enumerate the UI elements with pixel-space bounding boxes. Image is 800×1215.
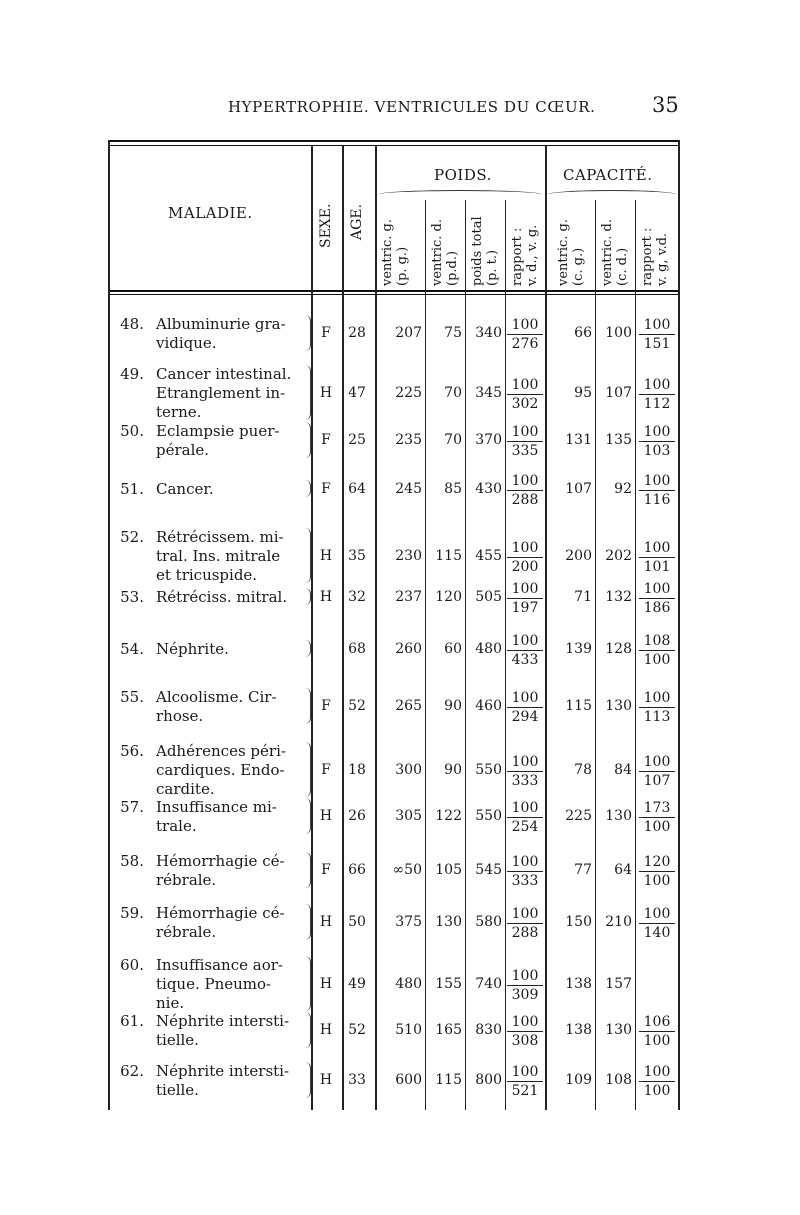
row-rapport-poids-denominator: 254 [511,819,539,835]
row-cg: 200 [565,547,592,564]
row-rapport-poids-denominator: 276 [511,336,539,352]
row-number: 61. [120,1012,144,1030]
row-cd: 92 [614,480,632,497]
row-pd: 115 [435,1072,462,1088]
capacite-brace [548,190,676,199]
poids-brace [378,190,542,199]
row-sexe: F [321,698,331,714]
row-rapport-poids-denominator: 197 [511,599,539,616]
row-pg: 230 [395,547,422,564]
row-rapport-poids [507,632,543,669]
row-age: 68 [348,640,366,657]
row-rapport-capacite-denominator: 113 [643,709,671,725]
row-pg: 260 [395,640,422,657]
table-row [108,852,680,890]
row-bracket [304,528,311,583]
row-cd: 135 [605,432,632,448]
row-pd: 70 [444,432,462,448]
row-maladie: Insuffisance mi- trale. [156,798,277,835]
row-pt: 480 [475,640,502,657]
table-row [108,315,680,353]
header-maladie: MALADIE. [168,204,253,222]
row-cd: 130 [605,808,632,824]
row-rapport-capacite-numerator: 100 [639,905,675,924]
row-cg: 139 [565,640,592,657]
row-pt: 580 [475,914,502,930]
row-maladie: Hémorrhagie cé- rébrale. [156,904,285,941]
row-rapport-poids-denominator: 294 [511,709,539,725]
row-rapport-capacite [639,853,675,890]
row-pg: ∞50 [392,862,422,878]
row-rapport-capacite [639,905,675,942]
table-row [108,956,680,1013]
row-rapport-capacite-denominator: 100 [643,1083,671,1099]
table-row [108,422,680,460]
row-rapport-capacite-numerator: 173 [639,799,675,818]
row-bracket [304,742,311,797]
row-cd: 128 [605,640,632,657]
row-pt: 430 [475,480,502,497]
row-rapport-poids [507,472,543,509]
row-rapport-capacite-denominator: 101 [643,558,671,575]
row-rapport-capacite-denominator: 100 [643,819,671,835]
row-rapport-capacite [639,423,675,460]
row-pt: 800 [475,1072,502,1088]
row-rapport-poids-numerator: 100 [507,472,543,491]
row-sexe: F [321,432,331,448]
row-age: 64 [348,480,366,497]
row-age: 32 [348,588,366,605]
row-number: 51. [120,480,144,498]
row-cg: 66 [574,325,592,341]
row-sexe: H [319,1022,333,1038]
row-pd: 90 [444,761,462,778]
row-number: 52. [120,528,144,546]
row-rapport-capacite-denominator: 103 [643,443,671,459]
row-rapport-capacite [639,472,675,509]
data-table [108,140,680,1120]
row-pd: 165 [435,1022,462,1038]
table-row [108,1012,680,1050]
row-pg: 600 [395,1072,422,1088]
row-number: 57. [120,798,144,816]
row-rapport-poids-denominator: 433 [511,651,539,668]
row-age: 35 [348,547,366,564]
row-rapport-poids-numerator: 100 [507,376,543,395]
header-poids-vd: ventric. d. (p.d.) [430,218,460,286]
row-bracket [304,315,311,351]
row-pd: 115 [435,547,462,564]
row-pg: 237 [395,588,422,605]
row-number: 49. [120,365,144,383]
row-number: 48. [120,315,144,333]
table-row [108,742,680,799]
row-pg: 510 [395,1022,422,1038]
row-age: 52 [348,1022,366,1038]
row-age: 26 [348,808,366,824]
table-row [108,365,680,422]
row-pd: 105 [435,862,462,878]
row-age: 47 [348,384,366,401]
row-rapport-capacite [639,1063,675,1100]
header-cap-vg: ventric. g. (c. g.) [556,218,586,286]
row-pd: 130 [435,914,462,930]
row-maladie: Hémorrhagie cé- rébrale. [156,852,285,889]
row-cg: 225 [565,808,592,824]
row-pt: 740 [475,975,502,992]
row-pg: 207 [395,325,422,341]
row-pt: 505 [475,588,502,605]
row-rapport-capacite [639,1013,675,1050]
row-pt: 455 [475,547,502,564]
row-pt: 550 [475,808,502,824]
row-rapport-capacite-numerator: 100 [639,539,675,558]
row-cd: 210 [605,914,632,930]
row-rapport-poids-numerator: 100 [507,423,543,442]
header-poids-rapport: rapport : v. d., v. g. [510,224,540,286]
row-rapport-poids-numerator: 100 [507,799,543,818]
row-rapport-poids [507,753,543,790]
row-rapport-poids-numerator: 100 [507,1063,543,1082]
row-age: 18 [348,761,366,778]
row-bracket [304,956,311,1011]
row-rapport-capacite-numerator: 120 [639,853,675,872]
header-poids: POIDS. [434,166,492,184]
row-rapport-capacite-numerator: 100 [639,689,675,708]
header-sexe: SEXE. [318,203,334,248]
row-rapport-capacite [639,316,675,353]
row-maladie: Néphrite. [156,640,229,658]
row-rapport-poids [507,905,543,942]
row-age: 25 [348,432,366,448]
row-maladie: Alcoolisme. Cir- rhose. [156,688,277,725]
row-rapport-capacite [639,753,675,790]
row-rapport-poids-numerator: 100 [507,539,543,558]
row-rapport-poids [507,799,543,836]
row-sexe: H [319,914,333,930]
row-age: 52 [348,698,366,714]
row-bracket [304,1062,311,1098]
row-number: 58. [120,852,144,870]
row-pd: 75 [444,325,462,341]
row-cg: 109 [565,1072,592,1088]
row-rapport-capacite [639,799,675,836]
row-number: 53. [120,588,144,606]
top-rule [108,140,680,142]
row-bracket [304,1012,311,1048]
row-rapport-poids-denominator: 308 [511,1033,539,1049]
row-maladie: Rétréciss. mitral. [156,588,288,606]
row-cd: 100 [605,325,632,341]
row-sexe: F [321,325,331,341]
table-row [108,688,680,726]
row-number: 59. [120,904,144,922]
row-rapport-capacite [639,376,675,413]
table-row [108,580,680,616]
row-pg: 265 [395,698,422,714]
row-rapport-poids-denominator: 333 [511,772,539,789]
row-pg: 245 [395,480,422,497]
row-rapport-capacite-denominator: 140 [643,925,671,941]
row-bracket [304,798,311,834]
row-pt: 370 [475,432,502,448]
table-row [108,528,680,585]
row-maladie: Insuffisance aor- tique. Pneumo- nie. [156,956,283,1012]
row-rapport-poids [507,376,543,413]
table-row [108,632,680,668]
row-age: 28 [348,325,366,341]
row-cg: 138 [565,1022,592,1038]
header-poids-vg: ventric. g. (p. g.) [380,218,410,286]
page-number: 35 [652,93,679,117]
row-cd: 108 [605,1072,632,1088]
row-rapport-capacite-denominator: 116 [643,491,671,508]
row-maladie: Cancer. [156,480,214,498]
row-bracket [304,904,311,940]
row-number: 54. [120,640,144,658]
row-rapport-poids [507,1013,543,1050]
row-pg: 300 [395,761,422,778]
row-pg: 235 [395,432,422,448]
row-rapport-capacite [639,689,675,726]
row-age: 33 [348,1072,366,1088]
row-cg: 131 [565,432,592,448]
row-age: 50 [348,914,366,930]
row-number: 60. [120,956,144,974]
row-rapport-capacite-denominator: 186 [643,599,671,616]
row-maladie: Néphrite intersti- tielle. [156,1012,290,1049]
row-rapport-capacite-denominator: 100 [643,873,671,889]
row-rapport-poids [507,580,543,617]
row-rapport-poids [507,539,543,576]
row-rapport-capacite-denominator: 107 [643,772,671,789]
row-rapport-capacite-denominator: 112 [643,395,671,412]
row-pd: 70 [444,384,462,401]
row-rapport-capacite-numerator: 100 [639,1063,675,1082]
row-rapport-poids-denominator: 521 [511,1083,539,1099]
row-rapport-poids-denominator: 333 [511,873,539,889]
row-cg: 95 [574,384,592,401]
row-bracket [304,365,311,420]
row-pg: 225 [395,384,422,401]
row-sexe: H [319,588,333,605]
table-row [108,472,680,508]
header-cap-rapport: rapport : v. g, v.d. [640,227,670,286]
row-pt: 340 [475,325,502,341]
row-rapport-poids-numerator: 100 [507,689,543,708]
row-rapport-poids [507,316,543,353]
row-rapport-poids-denominator: 335 [511,443,539,459]
row-number: 62. [120,1062,144,1080]
row-rapport-poids-numerator: 100 [507,316,543,335]
row-rapport-poids-numerator: 100 [507,967,543,986]
table-row [108,1062,680,1100]
row-cg: 71 [574,588,592,605]
row-bracket [304,422,311,458]
row-number: 56. [120,742,144,760]
row-rapport-poids-denominator: 288 [511,491,539,508]
row-bracket [304,852,311,888]
top-rule-inner [108,145,680,146]
row-rapport-capacite-numerator: 100 [639,423,675,442]
row-rapport-capacite-numerator: 100 [639,753,675,772]
row-age: 66 [348,862,366,878]
row-maladie: Eclampsie puer- pérale. [156,422,280,459]
row-bracket [304,688,311,724]
row-rapport-capacite [639,539,675,576]
row-cg: 115 [565,698,592,714]
row-cd: 132 [605,588,632,605]
row-maladie: Néphrite intersti- tielle. [156,1062,290,1099]
row-cg: 78 [574,761,592,778]
row-cg: 77 [574,862,592,878]
row-pd: 85 [444,480,462,497]
row-rapport-poids-numerator: 100 [507,753,543,772]
row-sexe: H [319,1072,333,1088]
row-cg: 138 [565,975,592,992]
row-pg: 375 [395,914,422,930]
row-pt: 830 [475,1022,502,1038]
row-rapport-poids-numerator: 100 [507,1013,543,1032]
row-cg: 107 [565,480,592,497]
row-rapport-poids-numerator: 100 [507,632,543,651]
row-rapport-capacite [639,580,675,617]
row-rapport-capacite-numerator: 108 [639,632,675,651]
row-sexe: F [321,480,331,497]
row-cd: 130 [605,1022,632,1038]
row-rapport-capacite [639,632,675,669]
row-number: 55. [120,688,144,706]
row-rapport-poids-denominator: 309 [511,986,539,1003]
header-poids-total: poids total (p. t.) [470,216,500,286]
row-pd: 122 [435,808,462,824]
row-maladie: Albuminurie gra- vidique. [156,315,286,352]
row-maladie: Rétrécissem. mi- tral. Ins. mitrale et tricuspide. [156,528,284,584]
row-cd: 64 [614,862,632,878]
row-cd: 84 [614,761,632,778]
row-rapport-poids [507,1063,543,1100]
row-rapport-capacite-numerator: 100 [639,316,675,335]
row-cd: 130 [605,698,632,714]
row-rapport-poids-numerator: 100 [507,853,543,872]
row-sexe: H [319,808,333,824]
row-pt: 545 [475,862,502,878]
row-pd: 60 [444,640,462,657]
row-sexe: F [321,761,331,778]
row-sexe: F [321,862,331,878]
header-age: AGE. [349,204,365,240]
row-pt: 345 [475,384,502,401]
row-rapport-capacite-numerator: 100 [639,580,675,599]
row-rapport-capacite-denominator: 100 [643,651,671,668]
row-age: 49 [348,975,366,992]
running-head: HYPERTROPHIE. VENTRICULES DU CŒUR. [228,98,596,116]
row-sexe: H [319,547,333,564]
row-bracket [304,588,311,605]
row-rapport-capacite-denominator: 151 [643,336,671,352]
row-rapport-capacite-numerator: 106 [639,1013,675,1032]
row-rapport-poids [507,853,543,890]
row-maladie: Cancer intestinal. Etranglement in- terne. [156,365,292,421]
row-rapport-poids-numerator: 100 [507,580,543,599]
row-rapport-capacite-numerator: 100 [639,472,675,491]
row-pg: 480 [395,975,422,992]
row-cg: 150 [565,914,592,930]
row-cd: 202 [605,547,632,564]
row-rapport-poids-denominator: 302 [511,395,539,412]
row-rapport-poids-denominator: 200 [511,558,539,575]
row-pd: 120 [435,588,462,605]
row-maladie: Adhérences péri- cardiques. Endo- cardite. [156,742,286,798]
row-rapport-capacite-numerator: 100 [639,376,675,395]
row-number: 50. [120,422,144,440]
row-bracket [304,640,311,657]
row-pg: 305 [395,808,422,824]
row-cd: 157 [605,975,632,992]
row-rapport-poids-numerator: 100 [507,905,543,924]
row-pt: 460 [475,698,502,714]
row-rapport-capacite-denominator: 100 [643,1033,671,1049]
row-bracket [304,480,311,497]
row-sexe: H [319,975,333,992]
row-rapport-poids [507,689,543,726]
header-cap-vd: ventric. d. (c. d.) [600,218,630,286]
row-pd: 90 [444,698,462,714]
table-row [108,798,680,836]
row-cd: 107 [605,384,632,401]
row-pd: 155 [435,975,462,992]
row-rapport-poids-denominator: 288 [511,925,539,941]
row-rapport-poids [507,967,543,1004]
header-capacite: CAPACITÉ. [563,166,653,184]
row-sexe: H [319,384,333,401]
row-rapport-poids [507,423,543,460]
row-pt: 550 [475,761,502,778]
table-row [108,904,680,942]
